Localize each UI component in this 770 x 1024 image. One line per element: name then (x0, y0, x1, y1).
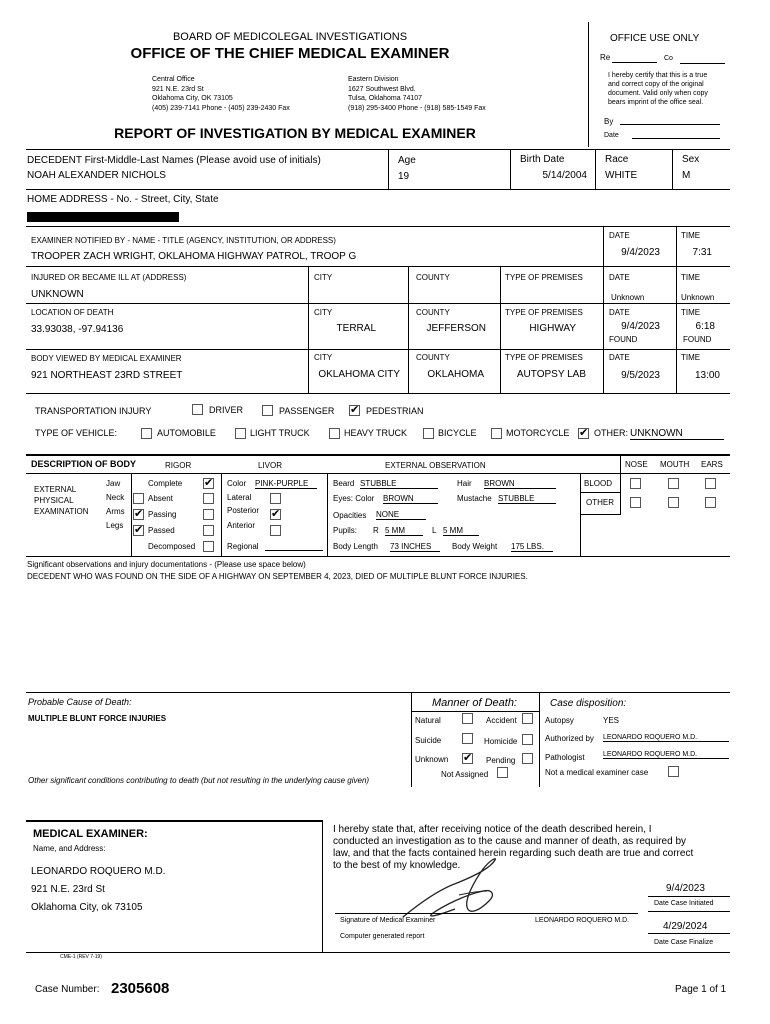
mouth-label: MOUTH (660, 460, 690, 469)
livor-posterior-checkbox[interactable]: ✔ (271, 508, 281, 520)
form-number: CME-1 (REV 7-19) (60, 954, 102, 960)
central-office: Central Office 921 N.E. 23rd St Oklahoma City, OK 73105 (405) 239-7141 Phone - (405) 239-2430 Fax (152, 76, 290, 112)
pupil-r-label: R (373, 526, 379, 535)
viewed-premises: AUTOPSY LAB (516, 369, 586, 380)
blood-ears-checkbox[interactable] (705, 478, 716, 489)
jaw-label: Jaw (106, 479, 121, 488)
viewed-county-label: COUNTY (416, 353, 450, 362)
other-vehicle-label: OTHER: (594, 428, 629, 438)
manner-not-assigned-label: Not Assigned (441, 770, 489, 779)
pedestrian-label: PEDESTRIAN (366, 406, 424, 416)
signature-name: LEONARDO ROQUERO M.D. (535, 917, 630, 924)
light-truck-checkbox[interactable] (235, 428, 246, 439)
rigor-decomposed-checkbox[interactable] (203, 541, 214, 552)
livor-anterior-label: Anterior (227, 521, 256, 530)
body-length-value: 73 INCHES (390, 542, 440, 552)
livor-lateral-checkbox[interactable] (270, 493, 281, 504)
case-number: 2305608 (111, 980, 170, 997)
autopsy-value: YES (603, 716, 620, 725)
viewed-date: 9/5/2023 (621, 370, 660, 381)
rigor-passing-checkbox-2[interactable] (203, 509, 214, 520)
vehicle-type-label: TYPE OF VEHICLE: (35, 428, 118, 438)
hair-value: BROWN (484, 479, 556, 489)
age-value: 19 (398, 171, 410, 182)
notified-date: 9/4/2023 (621, 247, 660, 258)
location-found-time: FOUND (683, 335, 712, 344)
blood-mouth-checkbox[interactable] (668, 478, 679, 489)
examiner-notified-value: TROOPER ZACH WRIGHT, OKLAHOMA HIGHWAY PATROL, TROOP G (31, 251, 357, 262)
location-date-label: DATE (609, 308, 630, 317)
notified-time: 7:31 (692, 247, 712, 258)
ears-label: EARS (701, 460, 723, 469)
other-vehicle-value: UNKNOWN (630, 428, 724, 440)
bicycle-label: BICYCLE (438, 428, 477, 438)
not-me-case-label: Not a medical examiner case (545, 768, 649, 777)
computer-generated-label: Computer generated report (340, 933, 425, 940)
injured-value: UNKNOWN (31, 289, 84, 300)
mustache-label: Mustache (457, 494, 492, 503)
external-observation-label: EXTERNAL OBSERVATION (385, 461, 486, 470)
viewed-city: OKLAHOMA CITY (318, 369, 400, 380)
injured-county-label: COUNTY (416, 273, 450, 282)
beard-value: STUBBLE (360, 479, 438, 489)
manner-unknown-label: Unknown (415, 755, 449, 764)
arms-label: Arms (106, 507, 125, 516)
manner-suicide-checkbox[interactable] (462, 733, 473, 744)
bicycle-checkbox[interactable] (423, 428, 434, 439)
other-ears-checkbox[interactable] (705, 497, 716, 508)
livor-label: LIVOR (258, 461, 283, 470)
office-use-date: Date (604, 132, 619, 139)
authorized-label: Authorized by (545, 734, 594, 743)
injured-city-label: CITY (314, 273, 333, 282)
pupils-label: Pupils: (333, 526, 358, 535)
body-weight-label: Body Weight (452, 542, 498, 551)
other-mouth-checkbox[interactable] (668, 497, 679, 508)
rigor-complete-label: Complete (148, 479, 183, 488)
location-premises-label: TYPE OF PREMISES (505, 308, 583, 317)
race-value: WHITE (605, 170, 638, 181)
livor-regional-label: Regional (227, 542, 259, 551)
location-date: 9/4/2023 (621, 321, 660, 332)
location-city-label: CITY (314, 308, 333, 317)
rigor-passing-checkbox[interactable]: ✔ (134, 508, 144, 520)
date-initiated: 9/4/2023 (666, 883, 705, 894)
birth-label: Birth Date (520, 154, 565, 165)
neck-label: Neck (106, 493, 125, 502)
not-me-case-checkbox[interactable] (668, 766, 679, 777)
injured-label: INJURED OR BECAME ILL AT (ADDRESS) (31, 273, 187, 282)
location-found-date: FOUND (609, 335, 638, 344)
age-label: Age (398, 155, 416, 166)
rigor-passed-label: Passed (148, 526, 175, 535)
date-initiated-label: Date Case Initiated (654, 900, 714, 907)
eyes-value: BROWN (383, 494, 438, 504)
significant-label: Significant observations and injury documentations - (Please use space below) (27, 560, 306, 569)
me-addr1: 921 N.E. 23rd St (31, 884, 105, 895)
me-statement: I hereby state that, after receiving notice of the death described herein, I conducted an investigation as to the cause and manner of death, as required by law, and that the facts contained herein regarding such death are true and correct to the best of my knowledge. (333, 824, 694, 871)
sex-value: M (682, 170, 691, 181)
case-number-label: Case Number: (35, 984, 100, 995)
sex-label: Sex (682, 154, 700, 165)
manner-homicide-label: Homicide (484, 737, 518, 746)
rigor-passed-checkbox[interactable]: ✔ (134, 524, 144, 536)
manner-accident-label: Accident (486, 716, 517, 725)
motorcycle-label: MOTORCYCLE (506, 428, 570, 438)
hair-label: Hair (457, 479, 472, 488)
manner-pending-checkbox[interactable] (522, 753, 533, 764)
location-value: 33.93038, -97.94136 (31, 324, 124, 335)
manner-accident-checkbox[interactable] (522, 713, 533, 724)
me-title: MEDICAL EXAMINER: (33, 828, 148, 840)
office-use-re: Re (600, 53, 611, 62)
injured-date: Unknown (611, 293, 645, 302)
beard-label: Beard (333, 479, 355, 488)
location-time: 6:18 (695, 321, 715, 332)
viewed-county: OKLAHOMA (427, 369, 484, 380)
livor-color: PINK-PURPLE (255, 479, 317, 489)
home-address-label: HOME ADDRESS - No. - Street, City, State (27, 194, 219, 205)
viewed-city-label: CITY (314, 353, 333, 362)
other-label: OTHER (586, 498, 614, 507)
location-time-label: TIME (681, 308, 701, 317)
opacities-label: Opacities (333, 511, 367, 520)
nose-label: NOSE (625, 460, 648, 469)
light-truck-label: LIGHT TRUCK (250, 428, 310, 438)
rigor-absent-checkbox-2[interactable] (203, 493, 214, 504)
injured-date-label: DATE (609, 273, 630, 282)
pupil-l-label: L (432, 526, 437, 535)
driver-label: DRIVER (209, 405, 244, 415)
race-label: Race (605, 154, 629, 165)
livor-anterior-checkbox[interactable] (270, 525, 281, 536)
manner-homicide-checkbox[interactable] (522, 734, 533, 745)
date-finalized-label: Date Case Finalize (654, 939, 714, 946)
eyes-label: Eyes: Color (333, 494, 375, 503)
office-use-by: By (604, 117, 614, 126)
location-county: JEFFERSON (426, 323, 486, 334)
location-county-label: COUNTY (416, 308, 450, 317)
manner-natural-label: Natural (415, 716, 441, 725)
examiner-notified-label: EXAMINER NOTIFIED BY - NAME - TITLE (AGENCY, INSTITUTION, OR ADDRESS) (31, 236, 336, 245)
disposition-label: Case disposition: (550, 698, 627, 709)
manner-natural-checkbox[interactable] (462, 713, 473, 724)
passenger-label: PASSENGER (279, 406, 335, 416)
automobile-label: AUTOMOBILE (157, 428, 216, 438)
body-weight-value: 175 LBS. (511, 542, 553, 552)
viewed-label: BODY VIEWED BY MEDICAL EXAMINER (31, 354, 182, 363)
legs-label: Legs (106, 521, 124, 530)
transport-label: TRANSPORTATION INJURY (35, 406, 152, 416)
me-name-addr-label: Name, and Address: (33, 844, 106, 853)
me-name: LEONARDO ROQUERO M.D. (31, 866, 166, 877)
pathologist-value: LEONARDO ROQUERO M.D. (603, 751, 729, 759)
automobile-checkbox[interactable] (141, 428, 152, 439)
rigor-absent-checkbox[interactable] (133, 493, 144, 504)
manner-not-assigned-checkbox[interactable] (497, 767, 508, 778)
report-title: REPORT OF INVESTIGATION BY MEDICAL EXAMINER (114, 125, 476, 141)
date-finalized: 4/29/2024 (663, 921, 708, 932)
location-premises: HIGHWAY (529, 323, 576, 334)
passenger-checkbox[interactable] (262, 405, 273, 416)
motorcycle-checkbox[interactable] (491, 428, 502, 439)
livor-color-label: Color (227, 479, 247, 488)
cause-label: Probable Cause of Death: (28, 697, 132, 707)
injured-premises-label: TYPE OF PREMISES (505, 273, 583, 282)
significant-value: DECEDENT WHO WAS FOUND ON THE SIDE OF A HIGHWAY ON SEPTEMBER 4, 2023, DIED OF MULTIPLE BLUNT FORCE INJURIES. (27, 572, 528, 581)
redaction-bar (27, 212, 179, 222)
rigor-complete-checkbox[interactable]: ✔ (204, 477, 214, 489)
other-nose-checkbox[interactable] (630, 497, 641, 508)
mustache-value: STUBBLE (498, 494, 556, 504)
livor-lateral-label: Lateral (227, 493, 252, 502)
rigor-passed-checkbox-2[interactable] (203, 525, 214, 536)
external-physical-exam: EXTERNAL PHYSICAL EXAMINATION (34, 485, 89, 516)
blood-label: BLOOD (584, 479, 613, 488)
birth-value: 5/14/2004 (542, 170, 587, 181)
viewed-date-label: DATE (609, 353, 630, 362)
rigor-absent-label: Absent (148, 494, 173, 503)
office-use-title: OFFICE USE ONLY (610, 33, 700, 44)
decedent-name-label: DECEDENT First-Middle-Last Names (Please avoid use of initials) (27, 155, 321, 166)
blood-nose-checkbox[interactable] (630, 478, 641, 489)
authorized-value: LEONARDO ROQUERO M.D. (603, 734, 729, 742)
manner-unknown-checkbox[interactable]: ✔ (463, 752, 473, 764)
signature-image (395, 855, 525, 925)
heavy-truck-label: HEAVY TRUCK (344, 428, 408, 438)
office-use-co: Co (664, 55, 673, 62)
pupil-r-value: 5 MM (385, 526, 423, 536)
viewed-value: 921 NORTHEAST 23RD STREET (31, 370, 183, 381)
page-number: Page 1 of 1 (675, 984, 727, 995)
viewed-time-label: TIME (681, 353, 701, 362)
viewed-time: 13:00 (694, 370, 720, 381)
injured-time-label: TIME (681, 273, 701, 282)
eastern-division: Eastern Division 1627 Southwest Blvd. Tulsa, Oklahoma 74107 (918) 295-3400 Phone - (918) 585-1549 Fax (348, 76, 486, 112)
board-name: BOARD OF MEDICOLEGAL INVESTIGATIONS (172, 31, 408, 43)
decedent-name: NOAH ALEXANDER NICHOLS (27, 170, 166, 181)
body-description-title: DESCRIPTION OF BODY (31, 459, 137, 469)
me-addr2: Oklahoma City, ok 73105 (31, 902, 143, 913)
location-city: TERRAL (336, 323, 376, 334)
heavy-truck-checkbox[interactable] (329, 428, 340, 439)
rigor-decomposed-label: Decomposed (148, 542, 196, 551)
cause-value: MULTIPLE BLUNT FORCE INJURIES (28, 714, 167, 723)
injured-time: Unknown (681, 293, 715, 302)
driver-checkbox[interactable] (192, 404, 203, 415)
other-conditions-label: Other significant conditions contributing to death (but not resulting in the underlying cause given) (28, 776, 370, 785)
pedestrian-checkbox[interactable]: ✔ (350, 404, 360, 416)
rigor-passing-label: Passing (148, 510, 177, 519)
rigor-label: RIGOR (165, 461, 192, 470)
notified-date-label: DATE (609, 231, 630, 240)
other-vehicle-checkbox[interactable]: ✔ (579, 427, 589, 439)
notified-time-label: TIME (681, 231, 701, 240)
pathologist-label: Pathologist (545, 753, 585, 762)
office-use-certify: I hereby certify that this is a true and correct copy of the original document. Valid only when copy bears imprint of the office seal. (608, 72, 708, 106)
manner-label: Manner of Death: (432, 697, 517, 709)
pupil-l-value: 5 MM (443, 526, 479, 536)
manner-pending-label: Pending (486, 756, 516, 765)
viewed-premises-label: TYPE OF PREMISES (505, 353, 583, 362)
signature-label: Signature of Medical Examiner (340, 917, 436, 924)
autopsy-label: Autopsy (545, 716, 574, 725)
livor-posterior-label: Posterior (227, 506, 260, 515)
office-name: OFFICE OF THE CHIEF MEDICAL EXAMINER (130, 45, 450, 62)
manner-suicide-label: Suicide (415, 736, 442, 745)
opacities-value: NONE (376, 510, 426, 520)
location-label: LOCATION OF DEATH (31, 308, 114, 317)
body-length-label: Body Length (333, 542, 378, 551)
